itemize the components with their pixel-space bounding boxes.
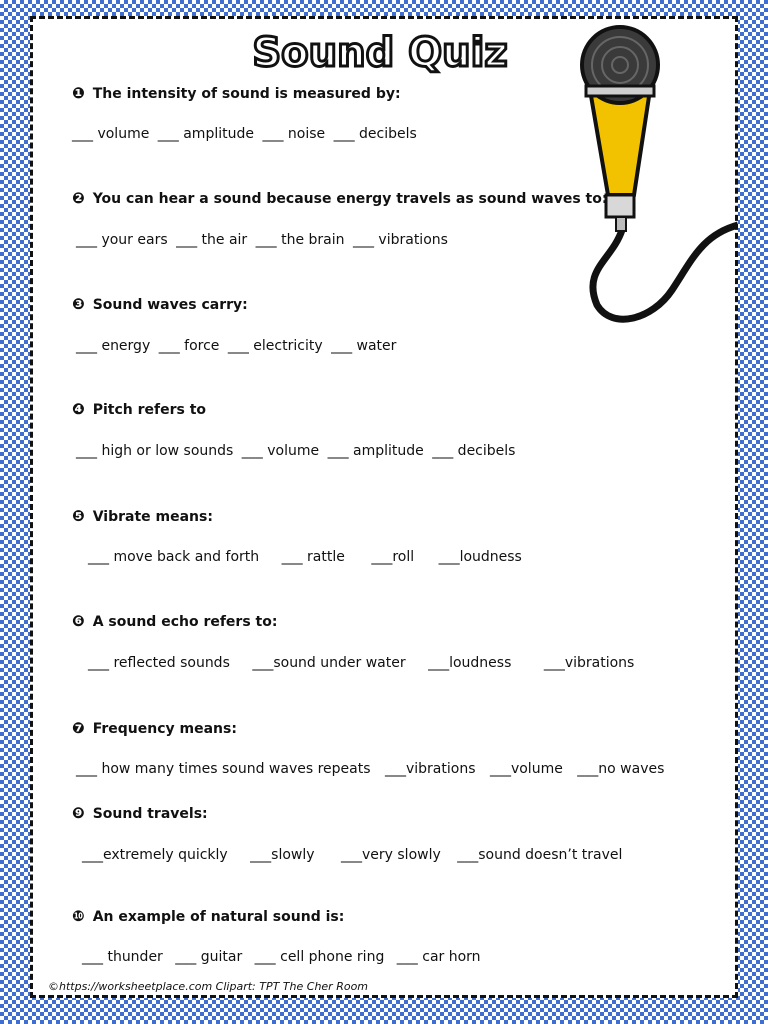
question-text: The intensity of sound is measured by: (92, 86, 401, 102)
question-9 (72, 804, 208, 822)
answer-option[interactable]: ___ amplitude (327, 443, 424, 459)
question-text: An example of natural sound is: (92, 909, 345, 925)
page-title-text: Sound Quiz (252, 30, 508, 76)
answer-option[interactable]: ___loudness (428, 655, 512, 671)
question-text: Pitch refers to (92, 402, 207, 418)
answer-option[interactable]: ___ thunder (82, 949, 163, 965)
question-number: ❿ (72, 907, 85, 925)
question-text: Sound travels: (92, 806, 208, 822)
answer-option[interactable]: ___ water (331, 338, 397, 354)
answer-option[interactable]: ___no waves (577, 761, 665, 777)
answer-option[interactable]: ___vibrations (543, 655, 635, 671)
question-6 (72, 612, 277, 630)
answers-5 (88, 549, 522, 565)
answers-1 (72, 126, 417, 142)
answers-9 (82, 847, 622, 863)
answer-option[interactable]: ___ decibels (432, 443, 516, 459)
answer-option[interactable]: ___ the brain (255, 232, 345, 248)
answer-option[interactable]: ___ amplitude (157, 126, 254, 142)
question-5 (72, 507, 213, 525)
copyright-footer: ©https://worksheetplace.com Clipart: TPT The Cher Room (48, 980, 369, 993)
answer-option[interactable]: ___ guitar (175, 949, 243, 965)
question-text: Sound waves carry: (92, 297, 248, 313)
microphone-image (572, 20, 738, 330)
question-2 (72, 189, 607, 207)
question-number: ❺ (72, 507, 85, 525)
answers-7 (76, 761, 664, 777)
answers-6 (88, 655, 634, 671)
answer-option[interactable]: ___ decibels (333, 126, 417, 142)
answer-option[interactable]: ___extremely quickly (82, 847, 228, 863)
answer-option[interactable]: ___ cell phone ring (254, 949, 385, 965)
question-4 (72, 400, 206, 418)
answers-10 (82, 949, 481, 965)
answer-option[interactable]: ___ force (158, 338, 220, 354)
answer-option[interactable]: ___ move back and forth (88, 549, 260, 565)
question-number: ❹ (72, 400, 85, 418)
question-7 (72, 719, 237, 737)
answer-option[interactable]: ___sound under water (252, 655, 406, 671)
answer-option[interactable]: ___volume (489, 761, 563, 777)
question-number: ❸ (72, 295, 85, 313)
question-1 (72, 84, 401, 102)
question-text: You can hear a sound because energy travels as sound waves to: (92, 191, 608, 207)
answer-option[interactable]: ___ your ears (76, 232, 168, 248)
question-number: ❶ (72, 84, 85, 102)
answer-option[interactable]: ___ the air (176, 232, 248, 248)
answer-option[interactable]: ___ volume (241, 443, 320, 459)
question-text: Vibrate means: (92, 509, 213, 525)
answer-option[interactable]: ___ reflected sounds (88, 655, 230, 671)
answers-3 (76, 338, 396, 354)
answer-option[interactable]: ___slowly (250, 847, 315, 863)
question-10 (72, 907, 344, 925)
answer-option[interactable]: ___ vibrations (352, 232, 448, 248)
answer-option[interactable]: ___ rattle (281, 549, 345, 565)
page-title (250, 22, 510, 82)
answer-option[interactable]: ___vibrations (384, 761, 476, 777)
question-number: ❷ (72, 189, 85, 207)
question-text: A sound echo refers to: (92, 614, 278, 630)
question-number: ❾ (72, 804, 85, 822)
question-3 (72, 295, 248, 313)
answers-4 (76, 443, 515, 459)
answers-2 (76, 232, 448, 248)
answer-option[interactable]: ___ noise (262, 126, 326, 142)
answer-option[interactable]: ___ electricity (227, 338, 323, 354)
question-number: ❼ (72, 719, 85, 737)
answer-option[interactable]: ___ car horn (396, 949, 481, 965)
answer-option[interactable]: ___very slowly (341, 847, 441, 863)
answer-option[interactable]: ___roll (371, 549, 415, 565)
answer-option[interactable]: ___ energy (76, 338, 151, 354)
answer-option[interactable]: ___ high or low sounds (76, 443, 234, 459)
answer-option[interactable]: ___ how many times sound waves repeats (76, 761, 371, 777)
answer-option[interactable]: ___sound doesn’t travel (457, 847, 623, 863)
answer-option[interactable]: ___loudness (438, 549, 522, 565)
question-text: Frequency means: (92, 721, 237, 737)
answer-option[interactable]: ___ volume (72, 126, 150, 142)
question-number: ❻ (72, 612, 85, 630)
